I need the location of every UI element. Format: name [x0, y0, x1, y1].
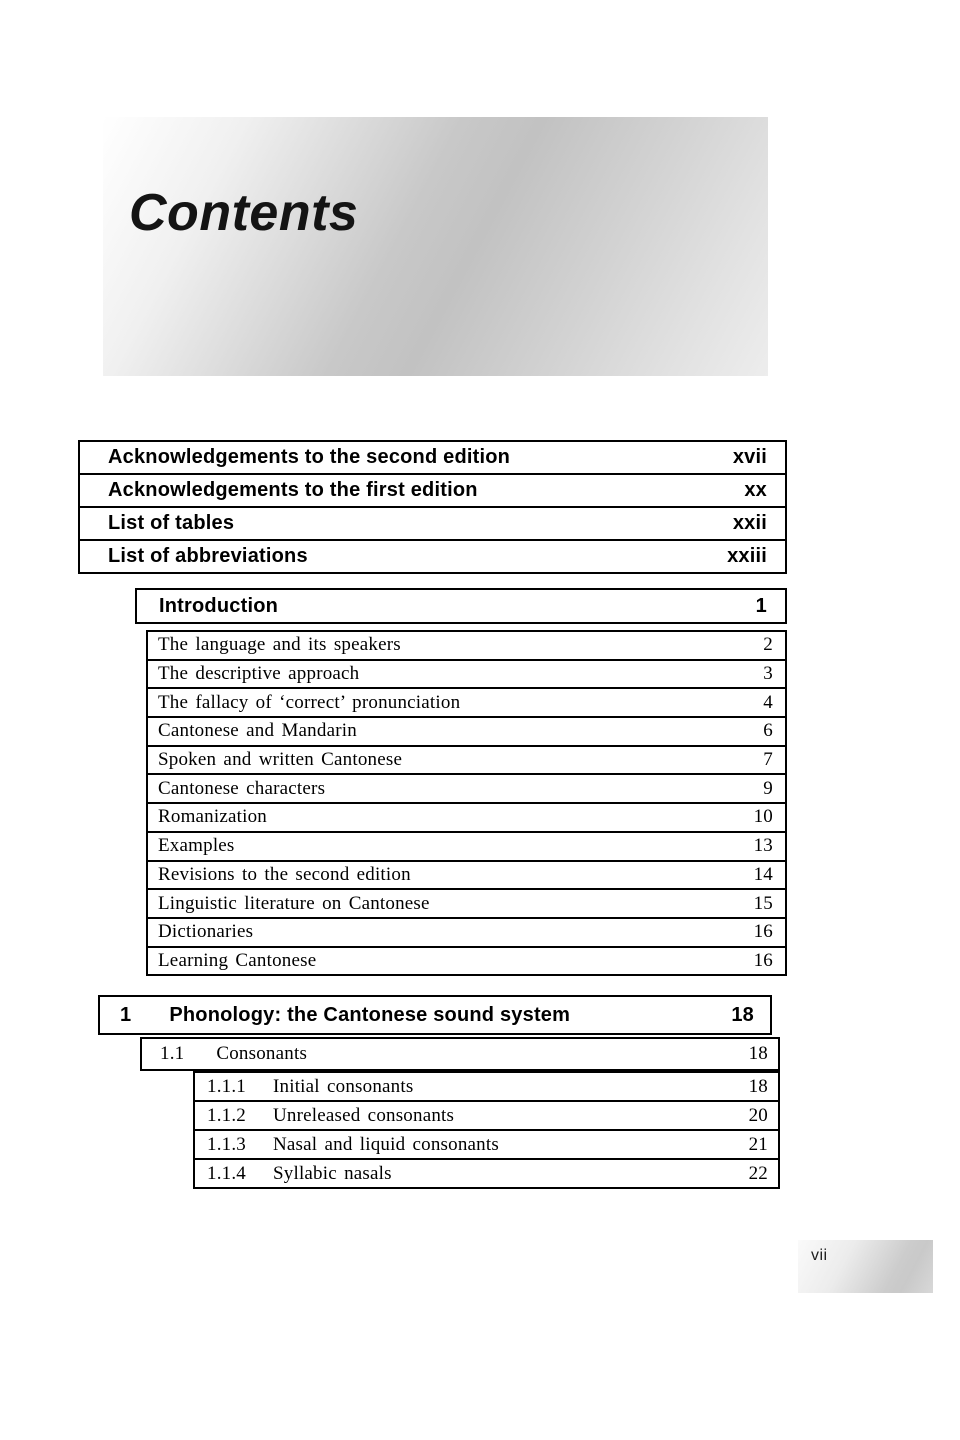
contents-title-banner	[103, 117, 768, 376]
toc-entry-title: Learning Cantonese	[158, 949, 317, 971]
front-matter-entry	[78, 473, 787, 508]
toc-entry-title: Unreleased consonants	[273, 1104, 455, 1126]
toc-entry-page: 18	[748, 1043, 768, 1064]
toc-entry-page: 18	[748, 1075, 768, 1097]
introduction-entry	[146, 773, 787, 804]
toc-entry-page: 6	[763, 720, 773, 742]
toc-entry-title: Romanization	[158, 806, 267, 828]
toc-entry-section-1-1	[140, 1037, 780, 1071]
toc-entry-page: 22	[748, 1162, 768, 1184]
subsection-list	[193, 1071, 780, 1189]
introduction-entry	[146, 831, 787, 862]
toc-entry-page: 2	[763, 634, 773, 656]
toc-entry-title: Syllabic nasals	[273, 1162, 392, 1184]
toc-entry-page: xx	[744, 479, 767, 501]
toc-entry-title: Acknowledgements to the second edition	[108, 446, 511, 468]
front-matter-entry	[78, 506, 787, 541]
toc-entry-title: Cantonese and Mandarin	[158, 720, 357, 742]
toc-entry-number: 1.1.2	[207, 1104, 246, 1126]
toc-entry-title: Dictionaries	[158, 921, 254, 943]
subsection-entry	[193, 1129, 780, 1160]
toc-entry-page: 21	[748, 1133, 768, 1155]
toc-entry-title: Cantonese characters	[158, 777, 326, 799]
introduction-entry	[146, 946, 787, 977]
toc-entry-number: 1.1.3	[207, 1133, 246, 1155]
toc-entry-title: List of tables	[108, 512, 235, 534]
toc-entry-title: The language and its speakers	[158, 634, 401, 656]
toc-entry-page: 20	[748, 1104, 768, 1126]
toc-entry-title: Phonology: the Cantonese sound system	[169, 1003, 571, 1026]
introduction-items-list	[146, 630, 787, 976]
toc-entry-page: xxiii	[727, 545, 767, 567]
toc-entry-page: 16	[753, 921, 773, 943]
toc-entry-page: 18	[731, 1003, 754, 1026]
toc-entry-number: 1.1	[160, 1043, 185, 1064]
introduction-entry	[146, 917, 787, 948]
introduction-entry	[146, 860, 787, 891]
introduction-entry	[146, 630, 787, 661]
front-matter-list	[78, 440, 787, 574]
toc-entry-page: xvii	[732, 446, 767, 468]
toc-entry-page: 16	[753, 949, 773, 971]
toc-entry-title: Consonants	[216, 1043, 308, 1064]
toc-entry-page: 1	[755, 594, 767, 617]
toc-entry-title: The descriptive approach	[158, 663, 360, 685]
toc-entry-page: 14	[753, 863, 773, 885]
introduction-entry	[146, 716, 787, 747]
toc-entry-page: xxii	[732, 512, 767, 534]
subsection-entry	[193, 1158, 780, 1189]
introduction-entry	[146, 802, 787, 833]
toc-entry-title: List of abbreviations	[108, 545, 308, 567]
toc-entry-title: Initial consonants	[273, 1075, 414, 1097]
introduction-entry	[146, 745, 787, 776]
subsection-entry	[193, 1071, 780, 1102]
subsection-entry	[193, 1100, 780, 1131]
toc-entry-page: 7	[763, 749, 773, 771]
toc-entry-title: Acknowledgements to the first edition	[108, 479, 478, 501]
toc-entry-introduction	[135, 588, 787, 624]
toc-entry-page: 4	[763, 691, 773, 713]
introduction-entry	[146, 659, 787, 690]
toc-entry-title: Linguistic literature on Cantonese	[158, 892, 430, 914]
page-title: Contents	[129, 184, 359, 242]
toc-entry-title: Spoken and written Cantonese	[158, 749, 403, 771]
toc-entry-title: The fallacy of ‘correct’ pronunciation	[158, 691, 461, 713]
toc-entry-page: 10	[753, 806, 773, 828]
toc-entry-page: 3	[763, 663, 773, 685]
toc-entry-page: 9	[763, 777, 773, 799]
toc-entry-number: 1.1.4	[207, 1162, 246, 1184]
toc-entry-number: 1.1.1	[207, 1075, 246, 1097]
footer-banner	[798, 1240, 933, 1293]
front-matter-entry	[78, 440, 787, 475]
toc-entry-chapter-1	[98, 995, 772, 1035]
toc-entry-title: Nasal and liquid consonants	[273, 1133, 499, 1155]
toc-entry-number: 1	[120, 1003, 132, 1026]
toc-entry-title: Revisions to the second edition	[158, 863, 411, 885]
toc-entry-title: Examples	[158, 835, 235, 857]
introduction-entry	[146, 888, 787, 919]
front-matter-entry	[78, 539, 787, 574]
footer-page-number: vii	[811, 1247, 828, 1264]
introduction-entry	[146, 687, 787, 718]
toc-entry-page: 15	[753, 892, 773, 914]
toc-entry-page: 13	[753, 835, 773, 857]
toc-entry-title: Introduction	[159, 594, 279, 617]
